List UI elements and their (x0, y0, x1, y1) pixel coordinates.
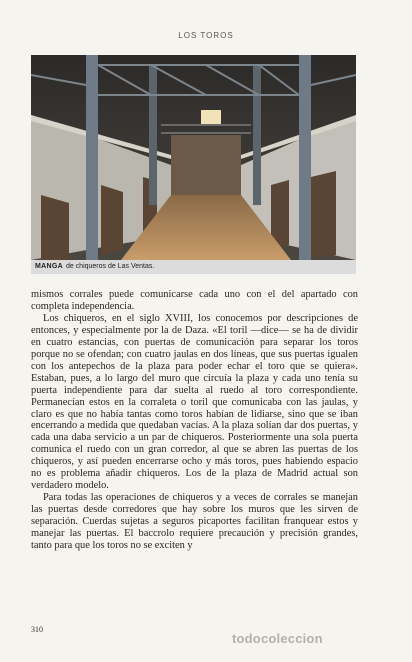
paragraph: mismos corrales puede comunicarse cada uno con el del apartado con completa independencia. (31, 289, 358, 312)
watermark: todocoleccion (232, 631, 323, 646)
paragraph: Para todas las operaciones de chiqueros y a veces de corrales se manejan las puertas desde corredores que hay sobre los muros que les sirven de separación. Cuerdas sujetas a seguros picaportes facilitan franquear estos y manejar las puertas. El baccrolo requiere precaución y precisión grandes, tanto para que los toros no se exciten y (31, 492, 358, 552)
bullpen-photo (31, 55, 356, 260)
caption-lead: MANGA (35, 263, 63, 270)
page-number: 310 (31, 625, 43, 634)
running-head: LOS TOROS (178, 31, 234, 40)
figure-caption (31, 260, 356, 274)
paragraph: Los chiqueros, en el siglo XVIII, los conocemos por descripciones de entonces, y especialmente por la de Daza. «El toril —dice— se ha de dividir en cuatro estancias, con puertas de comunicación para separar los toros porque no se ofendan; con cuatro jaulas en dos líneas, que sus puertas igualen con los antepechos de la plaza para poder echar el toro que se quiera». Estaban, pues, a lo largo del muro que circuía la plaza y cada uno tenía su puerta independiente para dar suelta al ruedo al toro correspondiente. Permanecían estos en la corraleta o toril que comunicaba con las jaulas, y claro es que no había tantas como toros habían de lidiarse, sino que se iban encerrando a medida que quedaban vacías. A la plaza solían dar dos puertas, y cada una daba servicio a un par de chiqueros. Posteriormente una sola puerta comunica el ruedo con un gran corredor, al que se abren las puertas de los chiqueros, y así pueden encerrarse ocho y más toros, pues habiendo espacio no es problema añadir chiqueros. Los de la plaza de Madrid actual son verdadero modelo. (31, 312, 358, 492)
bullpen-corridor-illustration (31, 55, 356, 260)
body-text (31, 289, 358, 552)
caption-text: de chiqueros de Las Ventas. (65, 263, 155, 270)
